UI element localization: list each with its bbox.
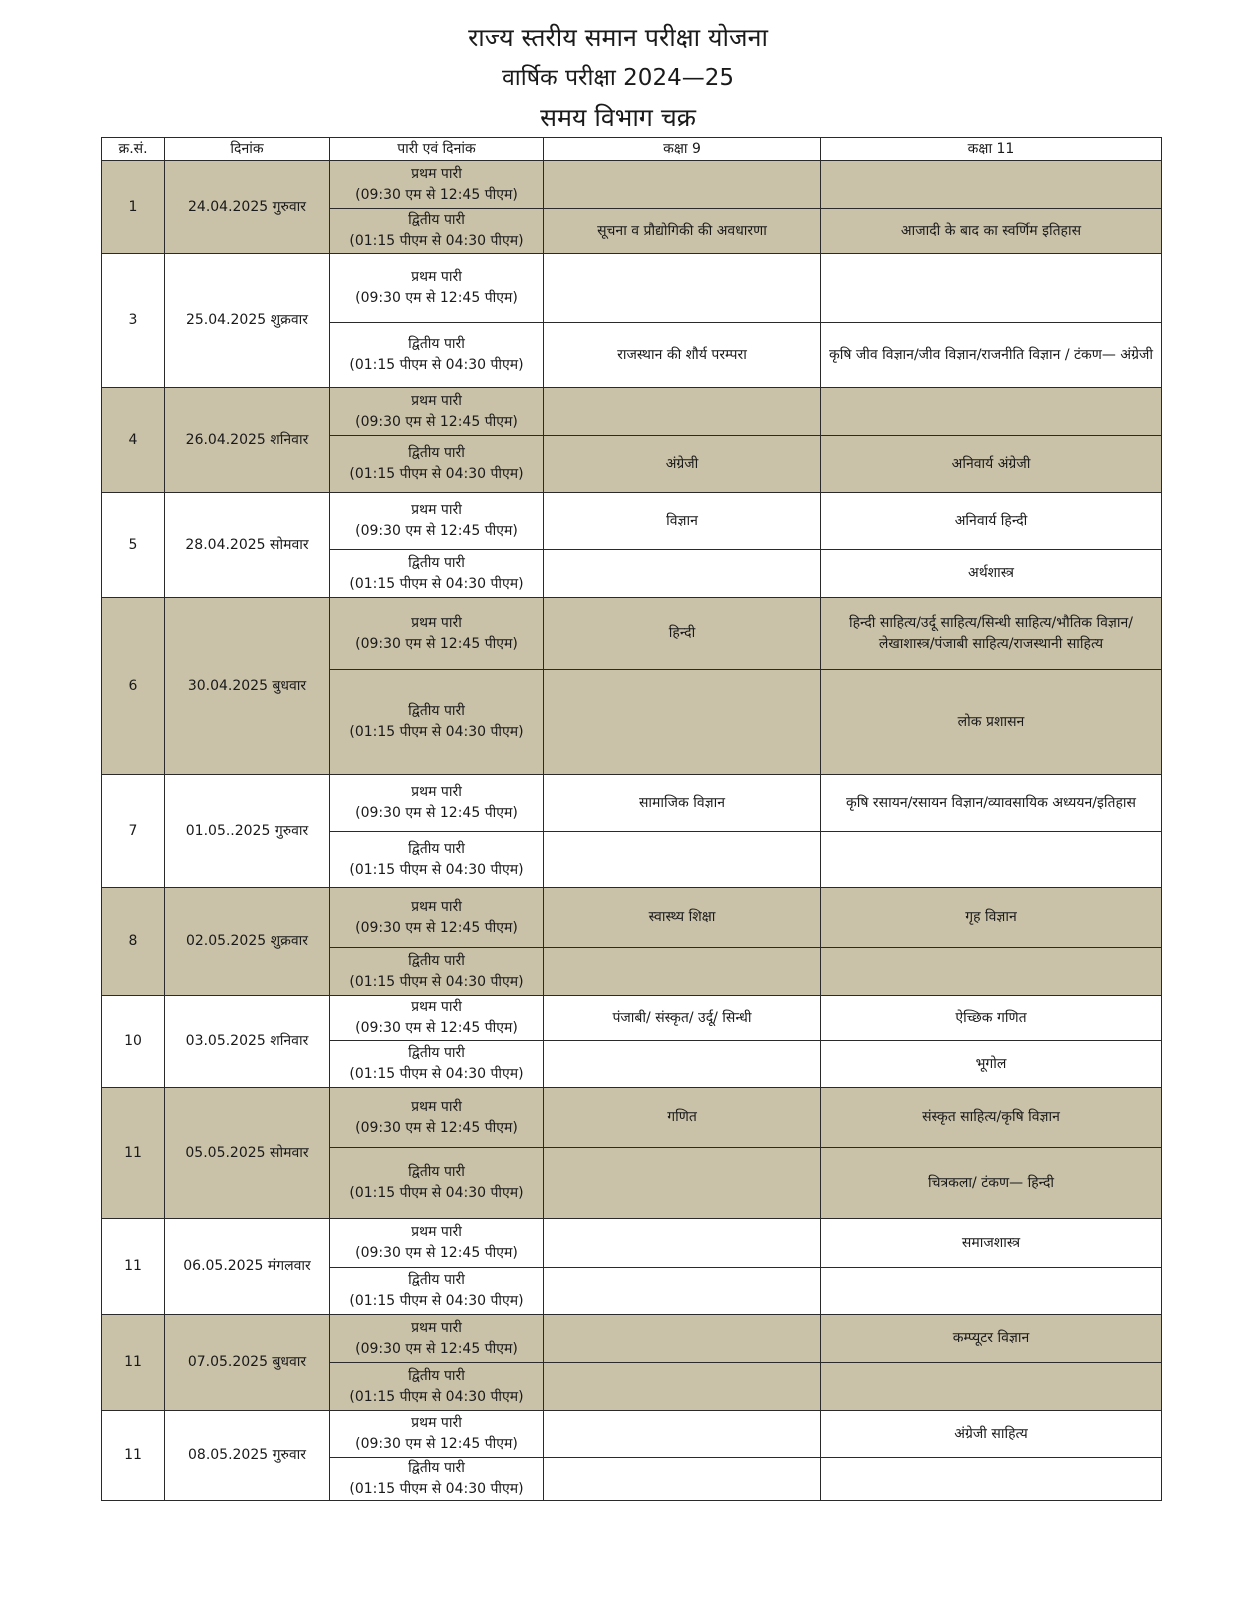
class9-subject	[544, 388, 821, 436]
col-header-shift: पारी एवं दिनांक	[330, 138, 544, 161]
class11-subject: चित्रकला/ टंकण— हिन्दी	[821, 1148, 1162, 1219]
date-cell: 06.05.2025 मंगलवार	[165, 1219, 330, 1315]
class11-subject: समाजशास्त्र	[821, 1219, 1162, 1268]
shift-time: (01:15 पीएम से 04:30 पीएम)	[349, 357, 524, 373]
shift-cell	[330, 161, 544, 209]
table-row	[102, 1315, 1162, 1363]
serial-cell: 11	[102, 1315, 165, 1411]
class9-subject	[544, 832, 821, 888]
shift-name: प्रथम पारी	[411, 784, 462, 800]
class11-subject: गृह विज्ञान	[821, 888, 1162, 948]
class11-subject: अंग्रेजी साहित्य	[821, 1411, 1162, 1458]
shift-name: द्वितीय पारी	[408, 1045, 465, 1061]
shift-cell	[330, 1363, 544, 1411]
shift-cell	[330, 1268, 544, 1315]
shift-cell	[330, 832, 544, 888]
shift-cell	[330, 1041, 544, 1088]
class9-subject	[544, 1219, 821, 1268]
timetable-title: समय विभाग चक्र	[540, 103, 696, 132]
class11-subject	[821, 254, 1162, 323]
timetable	[101, 137, 1162, 1501]
shift-name: द्वितीय पारी	[408, 1460, 465, 1476]
class11-subject: कृषि रसायन/रसायन विज्ञान/व्यावसायिक अध्ययन/इतिहास	[821, 775, 1162, 832]
date-cell: 30.04.2025 बुधवार	[165, 598, 330, 775]
class11-subject: लोक प्रशासन	[821, 670, 1162, 775]
date-cell: 25.04.2025 शुक्रवार	[165, 254, 330, 388]
serial-cell: 11	[102, 1088, 165, 1219]
shift-name: द्वितीय पारी	[408, 554, 465, 571]
class11-subject	[821, 1458, 1162, 1501]
shift-cell	[330, 948, 544, 996]
shift-time: (09:30 एम से 12:45 पीएम)	[355, 1020, 518, 1036]
shift-name: द्वितीय पारी	[408, 840, 465, 857]
class11-subject: अनिवार्य अंग्रेजी	[821, 436, 1162, 493]
table-row	[102, 388, 1162, 436]
shift-time: (09:30 एम से 12:45 पीएम)	[355, 805, 518, 821]
class9-subject: गणित	[544, 1088, 821, 1148]
header-row	[102, 138, 1162, 161]
class11-subject: अनिवार्य हिन्दी	[821, 493, 1162, 550]
shift-time: (09:30 एम से 12:45 पीएम)	[355, 290, 518, 306]
date-cell: 08.05.2025 गुरुवार	[165, 1411, 330, 1501]
shift-cell	[330, 323, 544, 388]
serial-cell: 5	[102, 493, 165, 598]
date-cell: 28.04.2025 सोमवार	[165, 493, 330, 598]
shift-cell	[330, 670, 544, 775]
shift-time: (09:30 एम से 12:45 पीएम)	[355, 1436, 518, 1452]
shift-time: (01:15 पीएम से 04:30 पीएम)	[349, 1293, 524, 1309]
shift-time: (09:30 एम से 12:45 पीएम)	[355, 635, 518, 652]
class9-subject	[544, 1148, 821, 1219]
col-header-date: दिनांक	[165, 138, 330, 161]
shift-time: (01:15 पीएम से 04:30 पीएम)	[349, 1481, 524, 1497]
shift-name: प्रथम पारी	[411, 392, 462, 409]
class11-subject: संस्कृत साहित्य/कृषि विज्ञान	[821, 1088, 1162, 1148]
class9-subject: सामाजिक विज्ञान	[544, 775, 821, 832]
shift-time: (09:30 एम से 12:45 पीएम)	[355, 1245, 518, 1261]
shift-name: प्रथम पारी	[411, 269, 462, 285]
class9-subject	[544, 161, 821, 209]
shift-cell	[330, 775, 544, 832]
shift-time: (01:15 पीएम से 04:30 पीएम)	[349, 233, 524, 249]
serial-cell: 11	[102, 1219, 165, 1315]
class9-subject: स्वास्थ्य शिक्षा	[544, 888, 821, 948]
shift-cell	[330, 1411, 544, 1458]
shift-name: प्रथम पारी	[411, 165, 462, 182]
class9-subject: हिन्दी	[544, 598, 821, 670]
shift-cell	[330, 550, 544, 598]
shift-time: (09:30 एम से 12:45 पीएम)	[355, 919, 518, 936]
shift-time: (09:30 एम से 12:45 पीएम)	[355, 1340, 518, 1357]
shift-time: (09:30 एम से 12:45 पीएम)	[355, 1119, 518, 1136]
shift-name: प्रथम पारी	[411, 1319, 462, 1336]
table-row	[102, 598, 1162, 670]
class9-subject	[544, 254, 821, 323]
class9-subject	[544, 1268, 821, 1315]
class11-subject: ऐच्छिक गणित	[821, 996, 1162, 1041]
shift-time: (01:15 पीएम से 04:30 पीएम)	[349, 973, 524, 990]
shift-time: (01:15 पीएम से 04:30 पीएम)	[349, 861, 524, 878]
shift-time: (09:30 एम से 12:45 पीएम)	[355, 523, 518, 539]
shift-cell	[330, 598, 544, 670]
class11-subject	[821, 1268, 1162, 1315]
shift-time: (01:15 पीएम से 04:30 पीएम)	[349, 1388, 524, 1405]
class9-subject	[544, 1315, 821, 1363]
shift-name: द्वितीय पारी	[408, 212, 465, 228]
shift-name: द्वितीय पारी	[408, 445, 465, 461]
shift-cell	[330, 1315, 544, 1363]
timetable-body	[102, 161, 1162, 1501]
table-row	[102, 493, 1162, 550]
shift-cell	[330, 1088, 544, 1148]
serial-cell: 6	[102, 598, 165, 775]
class9-subject: अंग्रेजी	[544, 436, 821, 493]
shift-cell	[330, 388, 544, 436]
class11-subject	[821, 948, 1162, 996]
class11-subject: हिन्दी साहित्य/उर्दू साहित्य/सिन्धी साहित्य/भौतिक विज्ञान/लेखाशास्त्र/पंजाबी साहित्य/राजस्थानी साहित्य	[821, 598, 1162, 670]
shift-time: (01:15 पीएम से 04:30 पीएम)	[349, 466, 524, 482]
table-row	[102, 888, 1162, 948]
class9-subject	[544, 1458, 821, 1501]
class9-subject: विज्ञान	[544, 493, 821, 550]
shift-name: प्रथम पारी	[411, 898, 462, 915]
class11-subject: भूगोल	[821, 1041, 1162, 1088]
class9-subject	[544, 1411, 821, 1458]
shift-cell	[330, 209, 544, 254]
class9-subject: पंजाबी/ संस्कृत/ उर्दू/ सिन्धी	[544, 996, 821, 1041]
class9-subject	[544, 1041, 821, 1088]
table-row	[102, 1411, 1162, 1458]
table-row	[102, 1088, 1162, 1148]
table-row	[102, 254, 1162, 323]
date-cell: 02.05.2025 शुक्रवार	[165, 888, 330, 996]
shift-cell	[330, 1458, 544, 1501]
shift-name: द्वितीय पारी	[408, 1272, 465, 1288]
table-row	[102, 996, 1162, 1041]
class11-subject: अर्थशास्त्र	[821, 550, 1162, 598]
class11-subject: कम्प्यूटर विज्ञान	[821, 1315, 1162, 1363]
exam-title: वार्षिक परीक्षा 2024—25	[502, 65, 734, 91]
serial-cell: 8	[102, 888, 165, 996]
shift-cell	[330, 888, 544, 948]
class11-subject	[821, 388, 1162, 436]
date-cell: 05.05.2025 सोमवार	[165, 1088, 330, 1219]
class9-subject	[544, 550, 821, 598]
serial-cell: 1	[102, 161, 165, 254]
shift-time: (01:15 पीएम से 04:30 पीएम)	[349, 724, 524, 740]
date-cell: 26.04.2025 शनिवार	[165, 388, 330, 493]
shift-time: (01:15 पीएम से 04:30 पीएम)	[349, 1185, 524, 1201]
class11-subject: कृषि जीव विज्ञान/जीव विज्ञान/राजनीति विज्ञान / टंकण— अंग्रेजी	[821, 323, 1162, 388]
shift-name: प्रथम पारी	[411, 1098, 462, 1115]
scheme-title: राज्य स्तरीय समान परीक्षा योजना	[468, 23, 768, 52]
date-cell: 24.04.2025 गुरुवार	[165, 161, 330, 254]
shift-time: (09:30 एम से 12:45 पीएम)	[355, 186, 518, 203]
table-row	[102, 161, 1162, 209]
shift-cell	[330, 493, 544, 550]
shift-cell	[330, 1219, 544, 1268]
class9-subject	[544, 948, 821, 996]
class9-subject	[544, 1363, 821, 1411]
shift-name: द्वितीय पारी	[408, 1164, 465, 1180]
class11-subject	[821, 1363, 1162, 1411]
shift-name: प्रथम पारी	[411, 999, 462, 1015]
serial-cell: 7	[102, 775, 165, 888]
class11-subject	[821, 161, 1162, 209]
shift-cell	[330, 996, 544, 1041]
serial-cell: 11	[102, 1411, 165, 1501]
shift-name: द्वितीय पारी	[408, 952, 465, 969]
col-header-serial: क्र.सं.	[102, 138, 165, 161]
shift-name: द्वितीय पारी	[408, 336, 465, 352]
shift-name: द्वितीय पारी	[408, 703, 465, 719]
shift-time: (01:15 पीएम से 04:30 पीएम)	[349, 575, 524, 592]
shift-time: (09:30 एम से 12:45 पीएम)	[355, 413, 518, 430]
shift-time: (01:15 पीएम से 04:30 पीएम)	[349, 1066, 524, 1082]
class11-subject	[821, 832, 1162, 888]
shift-name: प्रथम पारी	[411, 1224, 462, 1240]
class11-subject: आजादी के बाद का स्वर्णिम इतिहास	[821, 209, 1162, 254]
class9-subject: सूचना व प्रौद्योगिकी की अवधारणा	[544, 209, 821, 254]
serial-cell: 10	[102, 996, 165, 1088]
col-header-class9: कक्षा 9	[544, 138, 821, 161]
shift-cell	[330, 254, 544, 323]
date-cell: 01.05..2025 गुरुवार	[165, 775, 330, 888]
document-header	[0, 18, 1236, 138]
shift-cell	[330, 1148, 544, 1219]
date-cell: 03.05.2025 शनिवार	[165, 996, 330, 1088]
table-row	[102, 775, 1162, 832]
serial-cell: 3	[102, 254, 165, 388]
table-row	[102, 1219, 1162, 1268]
shift-cell	[330, 436, 544, 493]
class9-subject: राजस्थान की शौर्य परम्परा	[544, 323, 821, 388]
shift-name: द्वितीय पारी	[408, 1367, 465, 1384]
shift-name: प्रथम पारी	[411, 502, 462, 518]
shift-name: प्रथम पारी	[411, 614, 462, 631]
col-header-class11: कक्षा 11	[821, 138, 1162, 161]
shift-name: प्रथम पारी	[411, 1415, 462, 1431]
serial-cell: 4	[102, 388, 165, 493]
date-cell: 07.05.2025 बुधवार	[165, 1315, 330, 1411]
class9-subject	[544, 670, 821, 775]
